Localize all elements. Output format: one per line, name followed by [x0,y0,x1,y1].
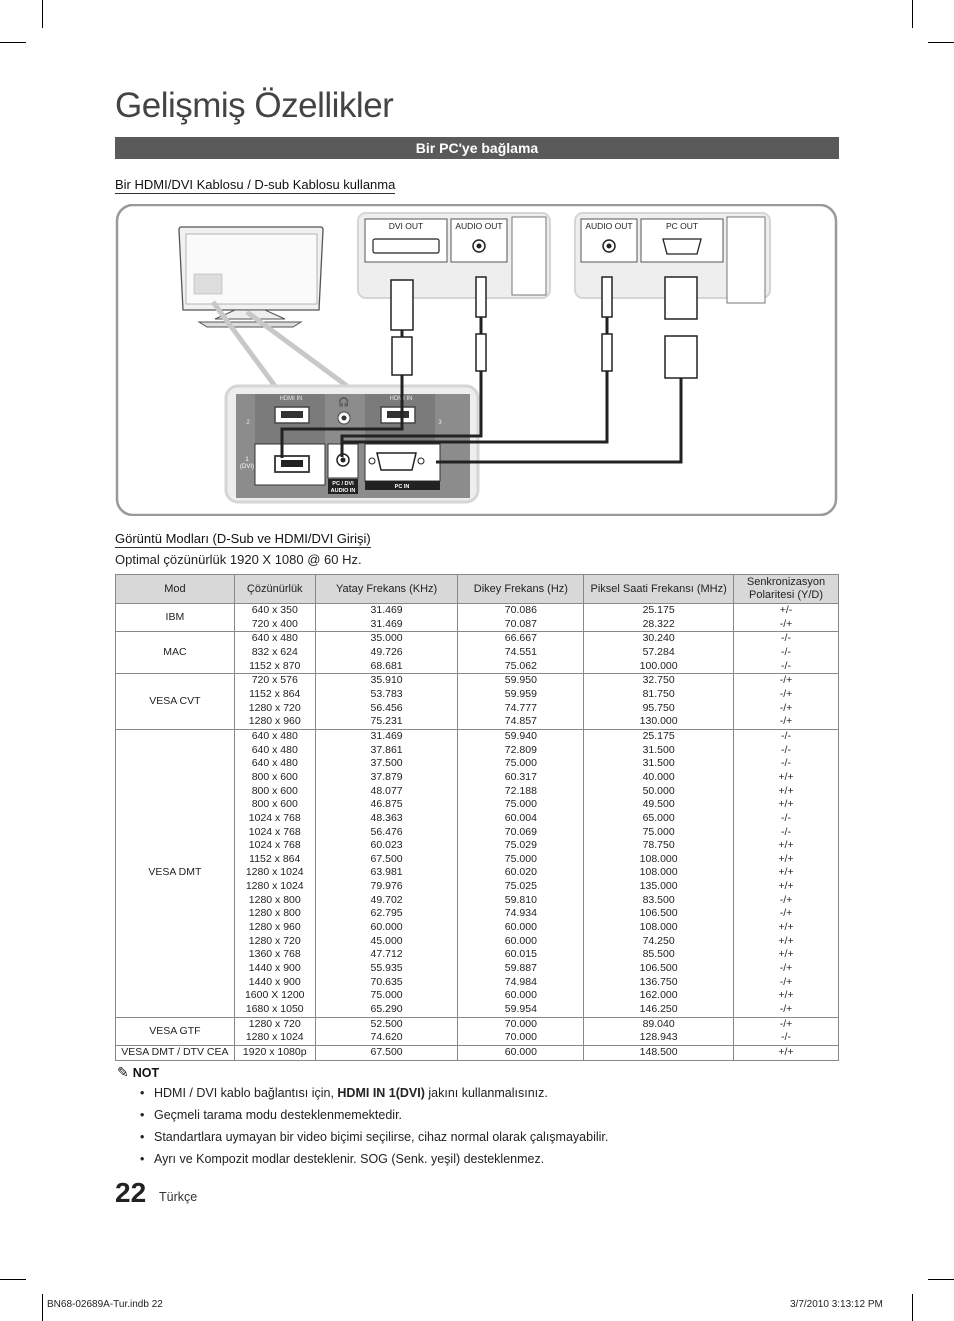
mode-cell: IBM [116,604,235,632]
crop-mark [912,0,913,28]
cell-value: 162.000 [639,989,678,1002]
cell-value: -/- [781,729,791,742]
cell-value: 75.000 [504,798,537,811]
cell-value: 1280 x 1024 [245,866,304,879]
cell-value: 37.879 [370,770,403,783]
cell-value: 47.712 [370,948,403,961]
cell-value: 46.875 [370,798,403,811]
pc-port-label: PC OUT [665,221,699,231]
cell-value: 75.029 [504,839,537,852]
cell-value: 30.240 [642,632,675,645]
resolution-cell [234,674,315,730]
cell-value: 74.777 [504,701,537,714]
sync-polarity-cell [734,604,839,632]
vertical-frequency-cell [458,729,584,1017]
vertical-frequency-cell [458,1046,584,1061]
cell-value: 146.250 [639,1003,678,1016]
cell-value: +/+ [778,770,794,783]
note-text: HDMI / DVI kablo bağlantısı için, [154,1086,338,1100]
table-row [116,729,839,1017]
cell-value: 1280 x 1024 [245,880,304,893]
cell-value: 68.681 [370,659,403,672]
table-row [116,674,839,730]
cell-value: 70.086 [504,604,537,616]
cell-value: 60.317 [504,770,537,783]
note-text: jakını kullanmalısınız. [424,1086,548,1100]
cell-value: 66.667 [504,632,537,645]
column-header-pixel-clock: Piksel Saati Frekansı (MHz) [584,575,734,604]
audio-in-label: PC / DVI [332,481,354,487]
connection-diagram [115,204,838,516]
note-heading [117,1064,159,1081]
cell-value: -/- [781,1031,791,1044]
cell-value: 1280 x 960 [248,715,301,728]
cell-value: 56.456 [370,701,403,714]
cell-value: 800 x 600 [251,784,298,797]
table-row [116,1017,839,1045]
cell-value: 60.000 [504,989,537,1002]
crop-mark [42,1294,43,1321]
cell-value: 1280 x 800 [248,893,301,906]
sync-polarity-cell [734,674,839,730]
crop-mark [0,1279,26,1280]
cell-value: 59.940 [504,729,537,742]
cell-value: 31.500 [642,743,675,756]
pc-port-label: AUDIO OUT [455,221,503,231]
cell-value: 60.004 [504,811,537,824]
column-header-vertical-frequency: Dikey Frekans (Hz) [458,575,584,604]
mode-cell: MAC [116,632,235,674]
cell-value: +/+ [778,852,794,865]
cell-value: -/+ [779,962,793,975]
cell-value: -/+ [779,975,793,988]
cell-value: 60.000 [504,1046,537,1058]
cell-value: 74.857 [504,715,537,728]
cell-value: -/+ [779,907,793,920]
cell-value: 89.040 [642,1017,675,1030]
cell-value: 49.702 [370,893,403,906]
note-title: NOT [132,1066,160,1080]
cell-value: 60.023 [370,839,403,852]
section-title-bar: Bir PC'ye bağlama [115,137,839,159]
cell-value: +/+ [778,1046,794,1058]
tv-hdmi-in-label: HDMI IN [389,396,413,402]
note-text-bold: HDMI IN 1(DVI) [337,1086,425,1100]
cell-value: 1600 X 1200 [244,989,305,1002]
cell-value: -/- [781,743,791,756]
cell-value: 65.000 [642,811,675,824]
cell-value: -/+ [779,1017,793,1030]
cell-value: 65.290 [370,1003,403,1016]
cell-value: 74.620 [370,1031,403,1044]
cell-value: 32.750 [642,674,675,687]
note-item [138,1129,608,1151]
cell-value: 49.726 [370,645,403,658]
page-number: 22 [115,1177,147,1208]
cell-value: -/+ [779,674,793,687]
pixel-clock-cell [584,1046,734,1061]
cell-value: 52.500 [370,1017,403,1030]
cell-value: 74.250 [642,934,675,947]
cell-value: 31.469 [370,729,403,742]
cell-value: 31.500 [642,757,675,770]
table-row [116,632,839,674]
cell-value: 70.000 [504,1017,537,1030]
cell-value: 136.750 [639,975,678,988]
tv-port-number: 2 [246,420,250,426]
cell-value: 75.025 [504,880,537,893]
cell-value: 720 x 400 [251,617,298,630]
cell-value: 83.500 [642,893,675,906]
resolution-cell [234,1017,315,1045]
cell-value: 106.500 [639,962,678,975]
cell-value: 59.887 [504,962,537,975]
cell-value: 148.500 [639,1046,678,1058]
cell-value: 25.175 [642,604,675,616]
cell-value: -/- [781,811,791,824]
resolution-cell [234,1046,315,1061]
cell-value: 1280 x 800 [248,907,301,920]
cell-value: 74.934 [504,907,537,920]
tv-port-number: 3 [438,420,442,426]
cell-value: 1280 x 720 [248,934,301,947]
cell-value: 1680 x 1050 [245,1003,304,1016]
cell-value: 60.015 [504,948,537,961]
cell-value: 1440 x 900 [248,975,301,988]
cell-value: 640 x 480 [251,743,298,756]
cell-value: -/- [781,659,791,672]
cell-value: 1024 x 768 [248,811,301,824]
pixel-clock-cell [584,632,734,674]
cell-value: 48.077 [370,784,403,797]
vertical-frequency-cell [458,674,584,730]
cell-value: 100.000 [639,659,678,672]
cell-value: +/+ [778,948,794,961]
cell-value: 70.069 [504,825,537,838]
cell-value: 79.976 [370,880,403,893]
cell-value: 106.500 [639,907,678,920]
cell-value: 55.935 [370,962,403,975]
cell-value: 60.020 [504,866,537,879]
cell-value: 1280 x 720 [248,701,301,714]
headphone-icon: 🎧 [338,398,350,408]
table-row [116,1046,839,1061]
cell-value: 832 x 624 [251,645,298,658]
cell-value: 108.000 [639,921,678,934]
note-item [138,1107,608,1129]
cell-value: 57.284 [642,645,675,658]
cell-value: 60.000 [504,934,537,947]
cell-value: 59.950 [504,674,537,687]
horizontal-frequency-cell [315,674,458,730]
column-header-resolution: Çözünürlük [234,575,315,604]
cell-value: +/+ [778,866,794,879]
cell-value: 1152 x 870 [249,659,301,672]
sync-polarity-cell [734,729,839,1017]
cell-value: 800 x 600 [251,798,298,811]
cell-value: 1024 x 768 [248,825,301,838]
cell-value: -/+ [779,617,793,630]
sync-polarity-cell [734,1017,839,1045]
cell-value: -/- [781,645,791,658]
resolution-cell [234,604,315,632]
cell-value: 48.363 [370,811,403,824]
pixel-clock-cell [584,729,734,1017]
resolution-cell [234,632,315,674]
cell-value: 78.750 [642,839,675,852]
crop-mark [912,1294,913,1321]
resolution-cell [234,729,315,1017]
cell-value: 60.000 [370,921,403,934]
cell-value: 63.981 [370,866,403,879]
cell-value: 1280 x 720 [248,1017,301,1030]
cell-value: 67.500 [370,1046,403,1058]
cell-value: 1280 x 960 [248,921,301,934]
cell-value: +/+ [778,934,794,947]
sync-polarity-cell [734,632,839,674]
crop-mark [928,42,954,43]
hdmi1-label: 1 [245,457,249,463]
cell-value: 74.984 [504,975,537,988]
cell-value: 37.861 [370,743,403,756]
cell-value: -/+ [779,715,793,728]
cell-value: -/- [781,825,791,838]
crop-mark [42,0,43,28]
cell-value: 1360 x 768 [248,948,301,961]
cell-value: 62.795 [370,907,403,920]
cell-value: 40.000 [642,770,675,783]
cell-value: 70.087 [504,617,537,630]
cell-value: 31.469 [370,617,403,630]
pc-port-label: AUDIO OUT [585,221,633,231]
cell-value: 59.959 [504,687,537,700]
cell-value: 130.000 [639,715,678,728]
cell-value: 35.000 [370,632,403,645]
horizontal-frequency-cell [315,1017,458,1045]
cell-value: 640 x 350 [251,604,298,616]
note-text: Geçmeli tarama modu desteklenmemektedir. [154,1108,403,1122]
cell-value: 49.500 [642,798,675,811]
vertical-frequency-cell [458,604,584,632]
cell-value: 45.000 [370,934,403,947]
cell-value: 720 x 576 [251,674,298,687]
cell-value: 81.750 [642,687,675,700]
cell-value: 108.000 [639,866,678,879]
cell-value: 31.469 [370,604,403,616]
horizontal-frequency-cell [315,604,458,632]
cell-value: 1920 x 1080p [242,1046,307,1058]
cell-value: +/+ [778,839,794,852]
cell-value: -/- [781,632,791,645]
pencil-icon: ✎ [117,1064,129,1080]
cell-value: 59.810 [504,893,537,906]
note-text: Ayrı ve Kompozit modlar desteklenir. SOG (Senk. yeşil) desteklenmez. [154,1152,545,1166]
cell-value: 108.000 [639,852,678,865]
cell-value: 75.231 [370,715,403,728]
cell-value: 37.500 [370,757,403,770]
cell-value: 70.635 [370,975,403,988]
display-modes-heading: Görüntü Modları (D-Sub ve HDMI/DVI Girişi) [115,531,371,546]
cell-value: -/+ [779,701,793,714]
pixel-clock-cell [584,674,734,730]
cell-value: 135.000 [639,880,678,893]
cable-subheading: Bir HDMI/DVI Kablosu / D-sub Kablosu kullanma [115,177,396,192]
cell-value: -/+ [779,893,793,906]
cell-value: 1024 x 768 [248,839,301,852]
cell-value: 28.322 [642,617,675,630]
column-header-mode: Mod [116,575,235,604]
display-modes-table [115,574,839,1061]
horizontal-frequency-cell [315,729,458,1017]
cell-value: 1152 x 864 [249,852,301,865]
mode-cell: VESA GTF [116,1017,235,1045]
cell-value: 640 x 480 [251,729,298,742]
cell-value: -/+ [779,687,793,700]
sync-polarity-cell [734,1046,839,1061]
cell-value: -/+ [779,1003,793,1016]
cell-value: 85.500 [642,948,675,961]
vertical-frequency-cell [458,632,584,674]
cell-value: +/+ [778,921,794,934]
page-title: Gelişmiş Özellikler [115,86,394,125]
cell-value: +/+ [778,989,794,1002]
cell-value: 95.750 [642,701,675,714]
mode-cell: VESA DMT [116,729,235,1017]
note-text: Standartlara uymayan bir video biçimi seçilirse, cihaz normal olarak çalışmayabilir. [154,1130,609,1144]
hdmi1-label: (DVI) [240,464,254,470]
cell-value: 60.000 [504,921,537,934]
cell-value: 67.500 [370,852,403,865]
cell-value: 72.809 [504,743,537,756]
pc-in-label: PC IN [394,484,410,490]
audio-in-label: AUDIO IN [330,488,356,494]
print-file-info: BN68-02689A-Tur.indb 22 [47,1299,163,1310]
cell-value: +/+ [778,880,794,893]
cell-value: 1280 x 1024 [245,1031,304,1044]
horizontal-frequency-cell [315,1046,458,1061]
cell-value: 59.954 [504,1003,537,1016]
cell-value: 53.783 [370,687,403,700]
optimal-resolution-text: Optimal çözünürlük 1920 X 1080 @ 60 Hz. [115,552,362,567]
pc-port-label: DVI OUT [388,221,424,231]
table-row [116,604,839,632]
crop-mark [0,42,26,43]
pixel-clock-cell [584,1017,734,1045]
cell-value: 75.062 [504,659,537,672]
cell-value: 72.188 [504,784,537,797]
cell-value: 75.000 [504,757,537,770]
cell-value: 75.000 [504,852,537,865]
vertical-frequency-cell [458,1017,584,1045]
cell-value: +/- [779,604,793,616]
print-date-info: 3/7/2010 3:13:12 PM [790,1299,883,1310]
note-item [138,1151,608,1173]
cell-value: 1152 x 864 [249,687,301,700]
cell-value: 75.000 [642,825,675,838]
cell-value: 50.000 [642,784,675,797]
page-language: Türkçe [159,1190,198,1204]
cell-value: 1440 x 900 [248,962,301,975]
cell-value: 70.000 [504,1031,537,1044]
mode-cell: VESA DMT / DTV CEA [116,1046,235,1061]
horizontal-frequency-cell [315,632,458,674]
cell-value: 75.000 [370,989,403,1002]
note-item [138,1085,608,1107]
table-header-row [116,575,839,604]
pixel-clock-cell [584,604,734,632]
column-header-sync-polarity: Senkronizasyon Polaritesi (Y/D) [734,575,839,604]
cell-value: 74.551 [504,645,537,658]
cell-value: 25.175 [642,729,675,742]
tv-hdmi-in-label: HDMI IN [279,396,303,402]
note-list [138,1085,608,1173]
cell-value: +/+ [778,784,794,797]
crop-mark [928,1279,954,1280]
cell-value: 640 x 480 [251,757,298,770]
column-header-horizontal-frequency: Yatay Frekans (KHz) [315,575,458,604]
cell-value: 56.476 [370,825,403,838]
cell-value: -/- [781,757,791,770]
mode-cell: VESA CVT [116,674,235,730]
cell-value: 35.910 [370,674,403,687]
cell-value: 128.943 [639,1031,678,1044]
cell-value: +/+ [778,798,794,811]
cell-value: 640 x 480 [251,632,298,645]
cell-value: 800 x 600 [251,770,298,783]
